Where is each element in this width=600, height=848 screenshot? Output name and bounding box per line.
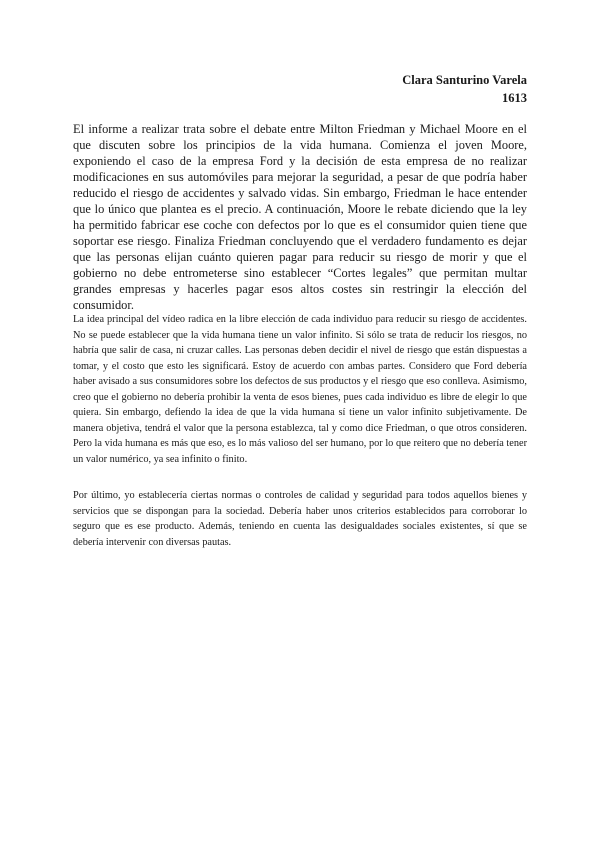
author-name: Clara Santurino Varela [402, 73, 527, 87]
paragraph-summary: El informe a realizar trata sobre el debate entre Milton Friedman y Michael Moore en el que discuten sobre los principios de la vida humana. Comienza el joven Moore, exponiendo el caso de la empresa Ford y la decisión de esta empresa de no realizar modificaciones en sus automóviles para mejorar la seguridad, a pesar de que podría haber reducido el riesgo de accidentes y salvado vidas. Sin embargo, Friedman le hace entender que lo único que plantea es el precio. A continuación, Moore le rebate diciendo que la ley ha permitido fabricar ese coche con defectos por lo que es el consumidor quien tiene que soportar ese riesgo. Finaliza Friedman concluyendo que el verdadero fundamento es dejar que las personas elijan cuánto quieren pagar para reducir su riesgo de morir y que el gobierno no debe entrometerse sino establecer “Cortes legales” que permitan multar grandes empresas y hacerles pagar esos altos costes sin restringir la elección del consumidor. [73, 122, 527, 312]
author-header [402, 71, 527, 107]
student-number: 1613 [502, 91, 527, 105]
paragraph-opinion: La idea principal del vídeo radica en la libre elección de cada individuo para reducir su riesgo de accidentes. No se puede establecer que la vida humana tiene un valor infinito. Si sólo se trata de reducir los riesgos, no habría que salir de casa, ni cruzar calles. Las personas deben decidir el nivel de riesgo que están dispuestas a tomar, y el costo que esto les significará. Estoy de acuerdo con ambas partes. Considero que Ford debería haber avisado a sus consumidores sobre los defectos de sus productos y el riesgo que eso conlleva. Asimismo, creo que el gobierno no debería prohibir la venta de esos bienes, pues cada individuo es libre de elegir lo que quiera. Sin embargo, defiendo la idea de que la vida humana sí tiene un valor infinito subjetivamente. De manera objetiva, tendrá el valor que la persona establezca, tal y como dice Friedman, o que otros consideren. Pero la vida humana es más que eso, es lo más valioso del ser humano, por lo que reitero que no debería tener un valor numérico, ya sea infinito o finito. [73, 314, 527, 465]
paragraph-conclusion: Por último, yo establecería ciertas normas o controles de calidad y seguridad para todos aquellos bienes y servicios que se dispongan para la sociedad. Debería haber unos criterios establecidos para corroborar lo seguro que es ese producto. Además, teniendo en cuenta las desigualdades sociales existentes, sí que se debería intervenir con diversas pautas. [73, 490, 527, 548]
